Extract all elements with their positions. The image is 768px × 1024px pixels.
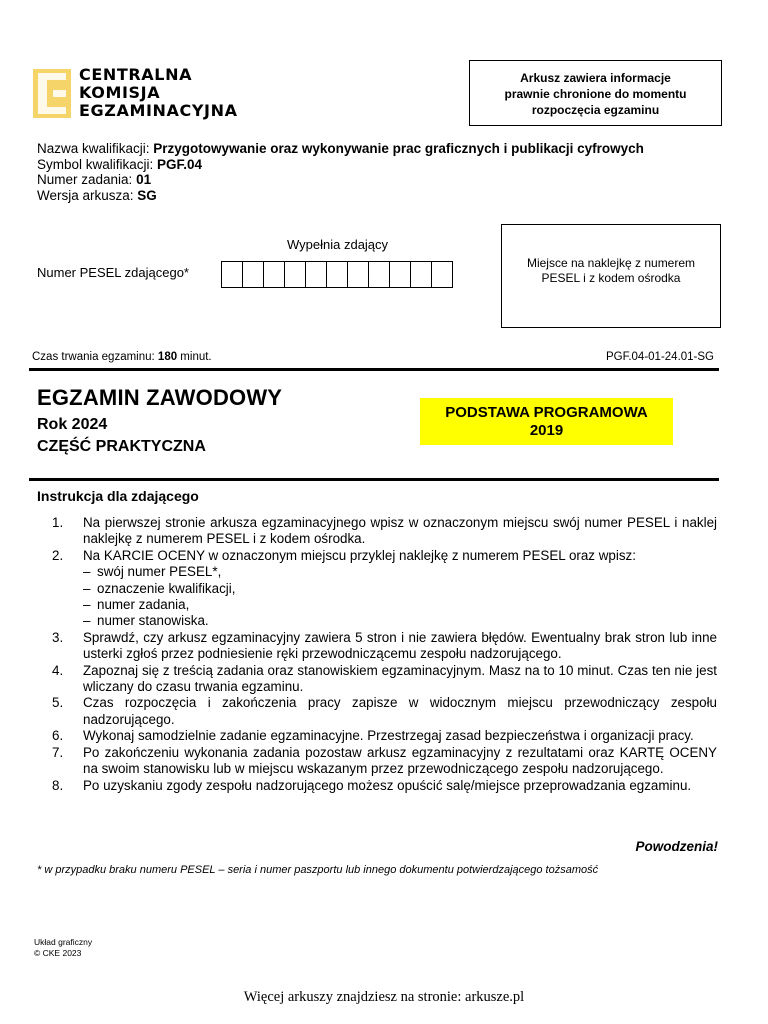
filled-by-examinee-label: Wypełnia zdający	[287, 237, 389, 252]
sub-item-text: swój numer PESEL*,	[97, 564, 222, 580]
instruction-number: 3.	[52, 629, 64, 645]
duration-minutes: 180	[157, 351, 178, 363]
task-number-label: Numer zadania:	[37, 172, 137, 187]
qualification-symbol-value: PGF.04	[157, 156, 203, 172]
sub-item-text: oznaczenie kwalifikacji,	[97, 580, 236, 596]
top-divider	[29, 368, 719, 371]
instruction-number: 5.	[52, 695, 64, 711]
pesel-digit-box[interactable]	[284, 261, 306, 288]
cke-logo-emblem	[33, 69, 71, 118]
pesel-digit-box[interactable]	[410, 261, 432, 288]
pesel-digit-box[interactable]	[347, 261, 369, 288]
instruction-sub-item	[52, 581, 717, 597]
sub-item-dash: –	[83, 597, 91, 613]
pesel-digit-box[interactable]	[221, 261, 243, 288]
middle-divider	[29, 478, 719, 481]
more-sheets-link-text: Więcej arkuszy znajdziesz na stronie: arkusze.pl	[243, 989, 525, 1005]
instruction-item	[52, 515, 717, 548]
layout-credit-line-1: Układ graficzny	[34, 937, 93, 947]
pesel-digit-box[interactable]	[326, 261, 348, 288]
exam-duration	[32, 351, 212, 363]
instruction-sub-item	[52, 564, 717, 580]
sub-item-text: numer stanowiska.	[97, 613, 209, 629]
basis-line-1: PODSTAWA PROGRAMOWA	[445, 404, 648, 421]
instruction-number: 8.	[52, 777, 64, 793]
instruction-text: Po uzyskaniu zgody zespołu nadzorującego możesz opuścić salę/miejsce przeprowadzania egzaminu.	[83, 777, 692, 793]
sub-item-dash: –	[83, 564, 91, 580]
protected-line-1: Arkusz zawiera informacje	[520, 71, 671, 85]
sheet-version-label: Wersja arkusza:	[37, 187, 138, 203]
instruction-sub-item	[52, 597, 717, 613]
instruction-text: Sprawdź, czy arkusz egzaminacyjny zawiera 5 stron i nie zawiera błędów. Ewentualny brak stron lub inne usterki zgłoś przez podniesienie ręki przewodniczącemu zespołu nadzorującego.	[83, 629, 717, 662]
qualification-name-row	[37, 141, 644, 157]
instruction-item	[52, 548, 717, 564]
qualification-name-value: Przygotowywanie oraz wykonywanie prac graficznych i publikacji cyfrowych	[153, 141, 644, 156]
pesel-digit-box[interactable]	[389, 261, 411, 288]
instruction-number: 7.	[52, 744, 64, 760]
basis-line-2: 2019	[529, 422, 564, 439]
pesel-footnote: * w przypadku braku numeru PESEL – seria i numer paszportu lub innego dokumentu potwierdzającego tożsamość	[37, 864, 599, 876]
protected-line-3: rozpoczęcia egzaminu	[531, 103, 660, 117]
sticker-placeholder-box[interactable]	[501, 224, 721, 328]
instruction-number: 6.	[52, 728, 64, 744]
duration-suffix: minut.	[177, 351, 212, 363]
instruction-item	[52, 663, 717, 696]
pesel-input-boxes[interactable]	[221, 261, 452, 288]
instructions-heading: Instrukcja dla zdającego	[37, 488, 199, 504]
pesel-digit-box[interactable]	[242, 261, 264, 288]
sheet-version-row	[37, 188, 644, 204]
instruction-text: Wykonaj samodzielnie zadanie egzaminacyjne. Przestrzegaj zasad bezpieczeństwa i organizacji pracy.	[83, 728, 694, 744]
sticker-line-2: PESEL i z kodem ośrodka	[541, 271, 681, 285]
qualification-symbol-row	[37, 157, 644, 173]
qualification-info	[37, 141, 644, 203]
instruction-text: Zapoznaj się z treścią zadania oraz stanowiskiem egzaminacyjnym. Masz na to 10 minut. Czas ten nie jest wliczany do czasu trwania egzaminu.	[83, 662, 717, 695]
pesel-label: Numer PESEL zdającego*	[37, 265, 189, 280]
pesel-digit-box[interactable]	[305, 261, 327, 288]
sub-item-dash: –	[83, 613, 91, 629]
logo-line-1: CENTRALNA	[79, 65, 193, 84]
good-luck-text: Powodzenia!	[635, 839, 718, 854]
instruction-text: Czas rozpoczęcia i zakończenia pracy zapisze w widocznym miejscu przewodniczący zespołu nadzorującego.	[83, 695, 717, 727]
instruction-text: Na KARCIE OCENY w oznaczonym miejscu przyklej naklejkę z numerem PESEL oraz wpisz:	[83, 547, 636, 563]
exam-part: CZĘŚĆ PRAKTYCZNA	[37, 438, 206, 455]
qualification-symbol-label: Symbol kwalifikacji:	[37, 156, 158, 172]
instruction-sub-item	[52, 613, 717, 629]
instruction-text: Po zakończeniu wykonania zadania pozostaw arkusz egzaminacyjny z rezultatami oraz KARTĘ OCENY na swoim stanowisku lub w miejscu wskazanym przez przewodniczącego zespołu nadzorującego.	[83, 744, 717, 777]
curriculum-basis-box	[420, 398, 673, 445]
task-number-row	[37, 172, 644, 188]
instruction-item	[52, 728, 717, 744]
layout-credit	[34, 937, 92, 959]
exam-title: EGZAMIN ZAWODOWY	[37, 385, 283, 410]
protected-line-2: prawnie chronione do momentu	[504, 87, 687, 101]
protected-notice-box	[469, 60, 722, 126]
sticker-line-1: Miejsce na naklejkę z numerem	[526, 256, 696, 270]
logo-line-3: EGZAMINACYJNA	[79, 101, 238, 120]
instruction-item	[52, 695, 717, 728]
instruction-item	[52, 745, 717, 778]
sheet-version-value: SG	[137, 187, 157, 203]
instruction-item	[52, 778, 717, 794]
instruction-number: 2.	[52, 547, 64, 563]
sheet-code: PGF.04-01-24.01-SG	[605, 351, 714, 363]
instructions-list	[52, 515, 717, 794]
instruction-text: Na pierwszej stronie arkusza egzaminacyjnego wpisz w oznaczonym miejscu swój numer PESEL i naklej naklejkę z numerem PESEL i z kodem ośrodka.	[83, 515, 717, 547]
cke-logo-text	[79, 66, 238, 120]
sub-item-dash: –	[83, 580, 91, 596]
exam-year: Rok 2024	[37, 416, 108, 433]
task-number-value: 01	[136, 172, 152, 187]
logo-line-2: KOMISJA	[79, 83, 161, 102]
sub-item-text: numer zadania,	[97, 597, 190, 613]
pesel-digit-box[interactable]	[263, 261, 285, 288]
duration-prefix: Czas trwania egzaminu:	[32, 351, 158, 363]
instruction-number: 4.	[52, 662, 64, 678]
pesel-digit-box[interactable]	[431, 261, 453, 288]
pesel-digit-box[interactable]	[368, 261, 390, 288]
instruction-item	[52, 630, 717, 663]
layout-credit-line-2: © CKE 2023	[34, 948, 82, 958]
qualification-name-label: Nazwa kwalifikacji:	[37, 141, 154, 156]
instruction-number: 1.	[52, 515, 64, 530]
